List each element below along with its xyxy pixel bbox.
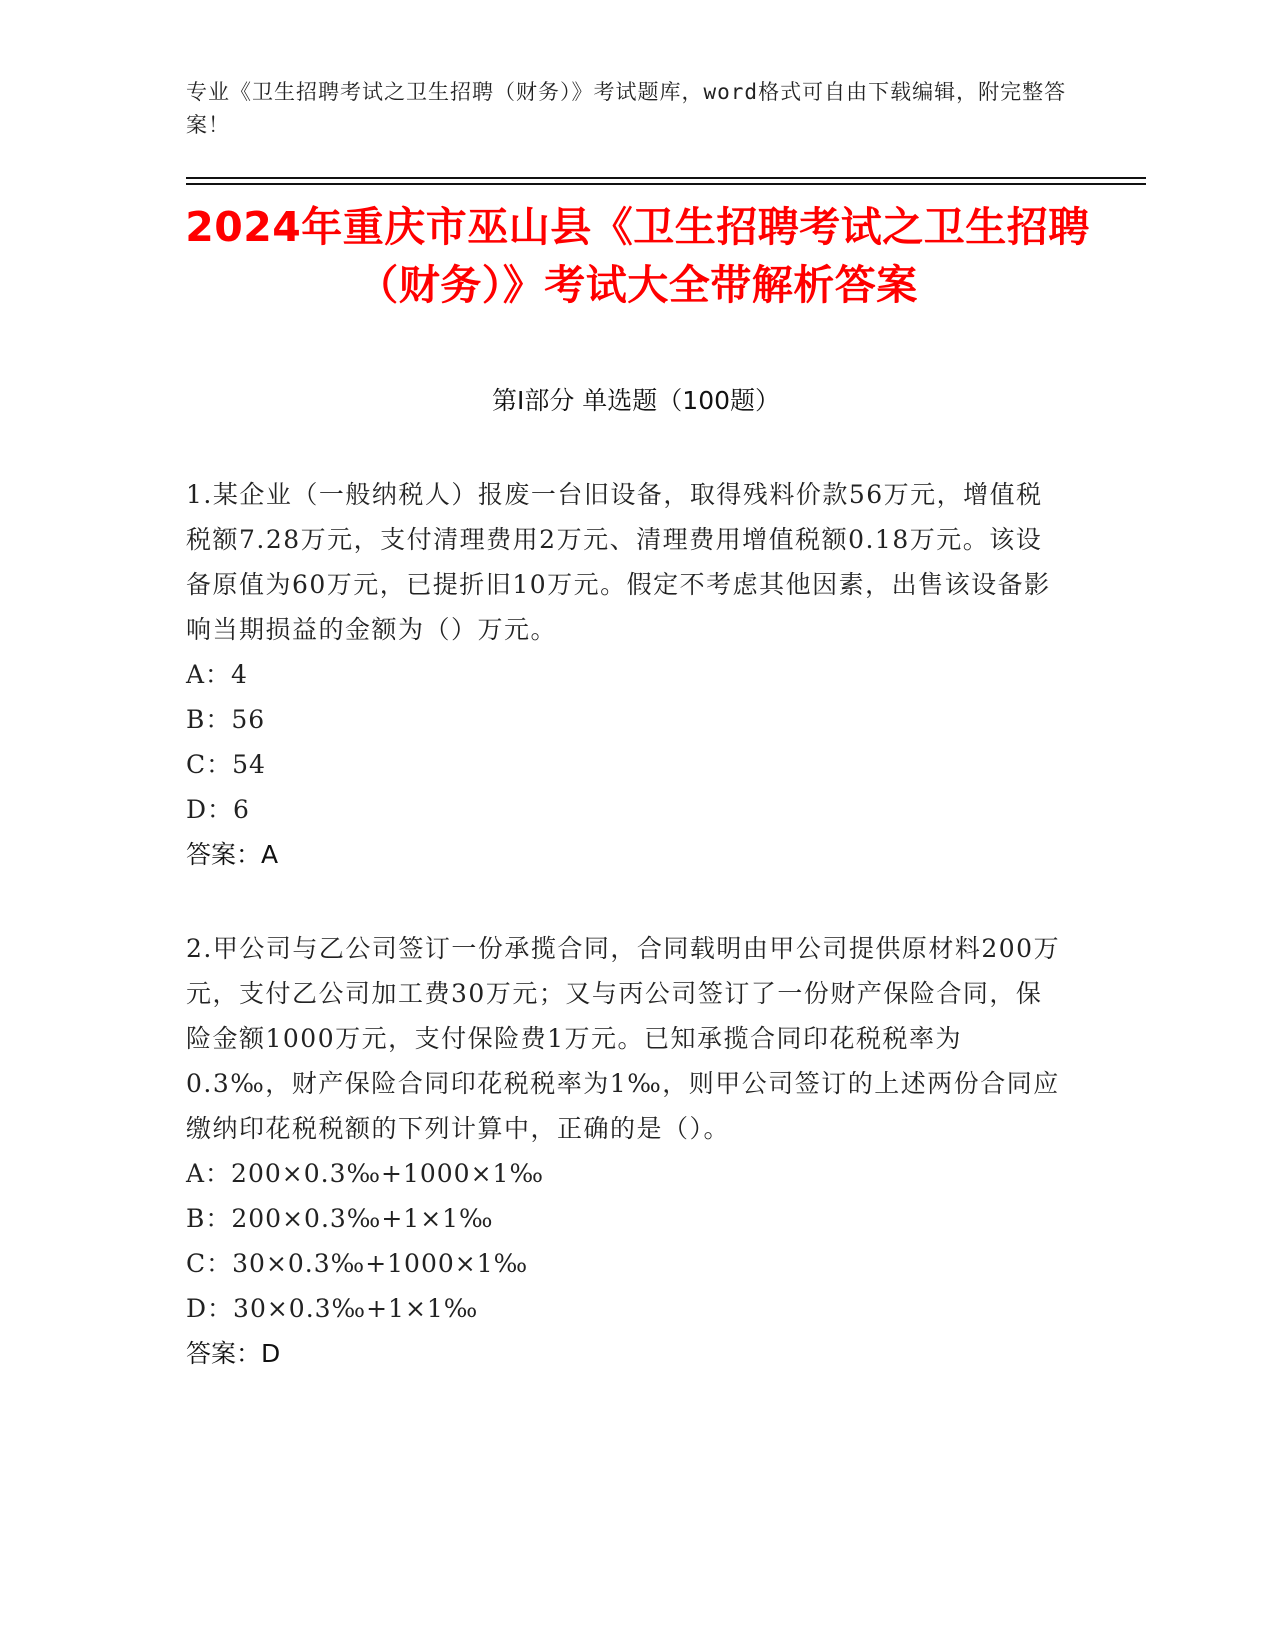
option-b: B：200×0.3‰+1×1‰ — [186, 1204, 494, 1233]
header-divider-bottom — [186, 183, 1146, 185]
document-title: 2024年重庆市巫山县《卫生招聘考试之卫生招聘（财务）》考试大全带解析答案 — [185, 203, 1090, 309]
question-stem: 2.甲公司与乙公司签订一份承揽合同，合同载明由甲公司提供原材料200万元，支付乙公司加工费30万元；又与丙公司签订了一份财产保险合同，保险金额1000万元，支付保险费1万元。已知承揽合同印花税税率为0.3‰，财产保险合同印花税税率为1‰，则甲公司签订的上述两份合同应缴纳印花税税额的下列计算中，正确的是（）。 — [186, 934, 1061, 1143]
option-d: D：6 — [186, 795, 250, 824]
header-note: 专业《卫生招聘考试之卫生招聘（财务）》考试题库，word格式可自由下载编辑，附完整答案！ — [186, 80, 1067, 137]
option-d: D：30×0.3‰+1×1‰ — [186, 1294, 479, 1323]
option-a: A：4 — [186, 660, 248, 689]
answer-line: 答案：D — [186, 1339, 281, 1368]
question-1 — [186, 472, 1066, 877]
section-title: 第I部分 单选题（100题） — [491, 386, 781, 415]
option-c: C：54 — [186, 750, 266, 779]
question-2 — [186, 926, 1066, 1376]
option-a: A：200×0.3‰+1000×1‰ — [186, 1159, 544, 1188]
option-b: B：56 — [186, 705, 266, 734]
header-divider-top — [186, 177, 1146, 179]
answer-line: 答案：A — [186, 840, 279, 869]
question-stem: 1.某企业（一般纳税人）报废一台旧设备，取得残料价款56万元，增值税税额7.28万元，支付清理费用2万元、清理费用增值税额0.18万元。该设备原值为60万元，已提折旧10万元。假定不考虑其他因素，出售该设备影响当期损益的金额为（）万元。 — [186, 480, 1051, 644]
option-c: C：30×0.3‰+1000×1‰ — [186, 1249, 529, 1278]
